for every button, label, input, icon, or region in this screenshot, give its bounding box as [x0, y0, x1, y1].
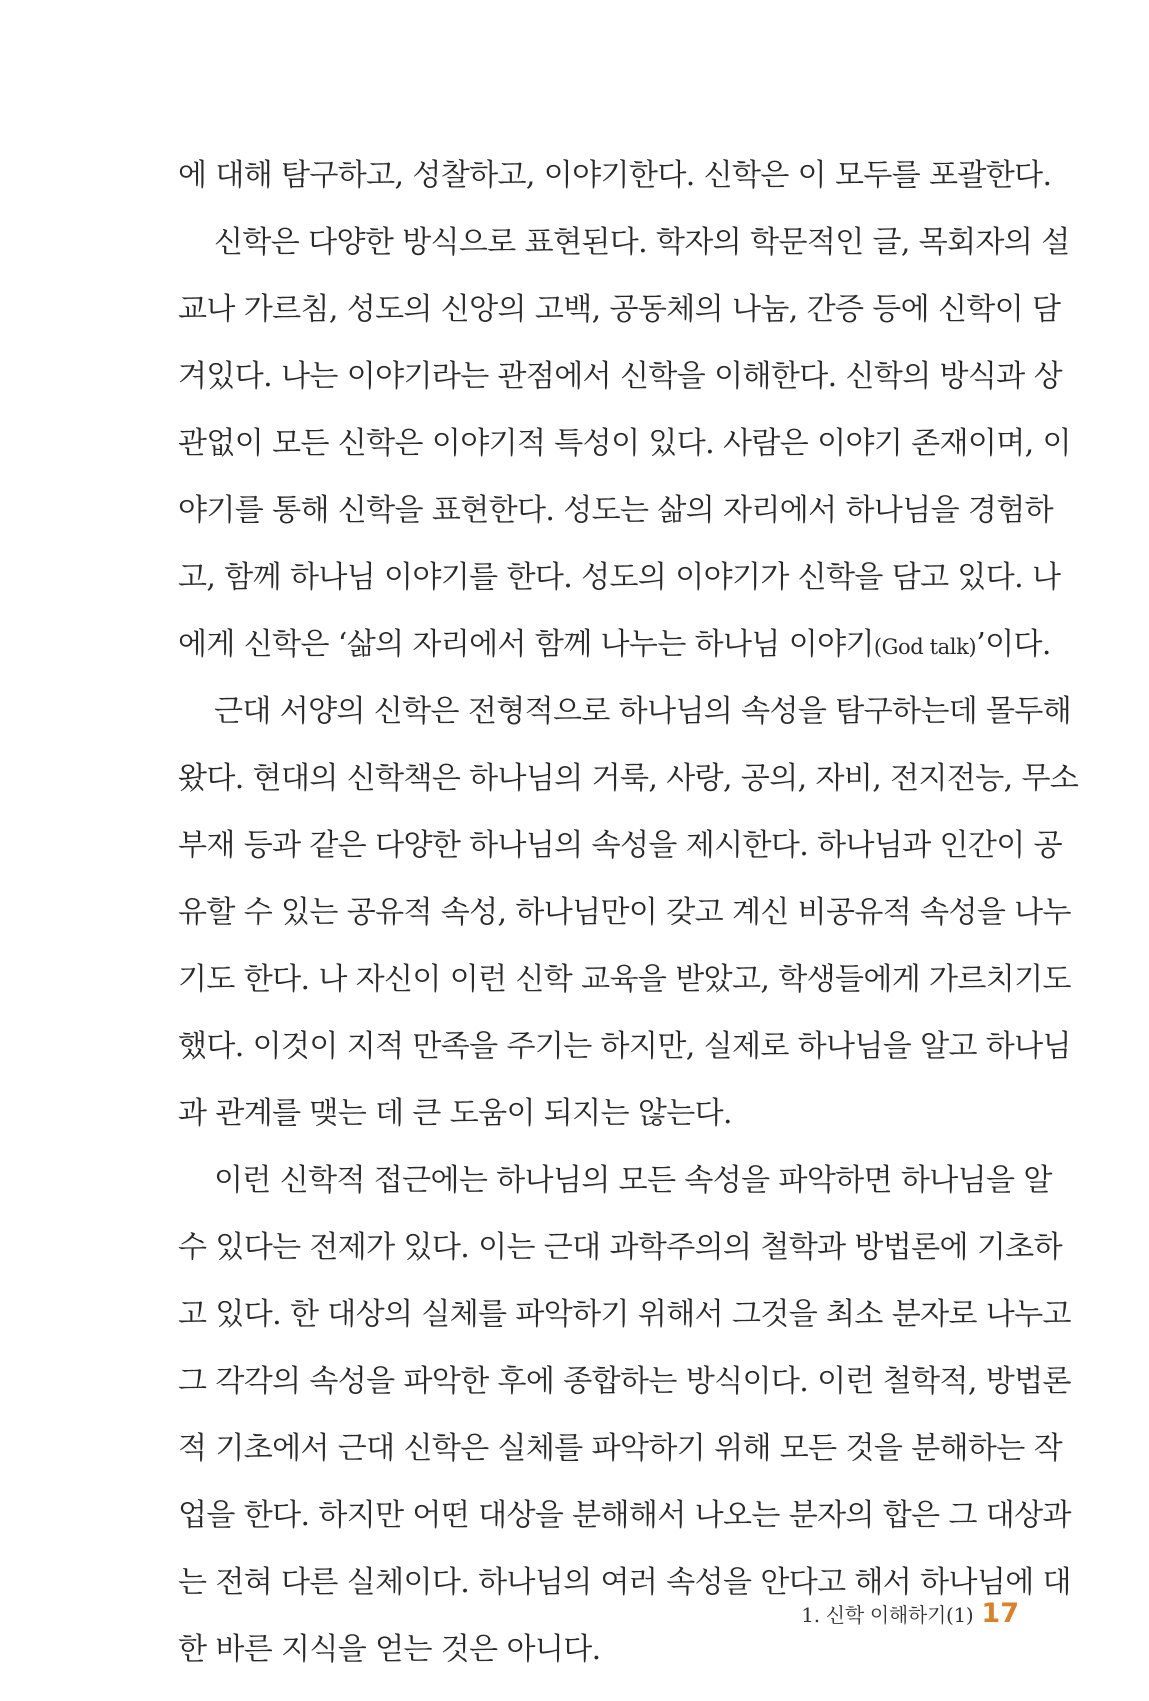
text-line: 왔다. 현대의 신학책은 하나님의 거룩, 사랑, 공의, 자비, 전지전능, 무소: [178, 761, 1079, 796]
text-line: 이런 신학적 접근에는 하나님의 모든 속성을 파악하면 하나님을 알: [214, 1163, 1052, 1198]
text-line: 신학은 다양한 방식으로 표현된다. 학자의 학문적인 글, 목회자의 설: [214, 225, 1070, 260]
text-line: 는 전혀 다른 실체이다. 하나님의 여러 속성을 안다고 해서 하나님에 대: [178, 1565, 1071, 1600]
text-segment: 에게 신학은 ‘삶의 자리에서 함께 나누는 하나님 이야기: [178, 627, 874, 662]
page-footer: [801, 1598, 1019, 1629]
text-line: 고, 함께 하나님 이야기를 한다. 성도의 이야기가 신학을 담고 있다. 나: [178, 560, 1061, 595]
text-segment: ’이다.: [976, 627, 1051, 662]
text-line: 야기를 통해 신학을 표현한다. 성도는 삶의 자리에서 하나님을 경험하: [178, 493, 1054, 528]
text-line: 근대 서양의 신학은 전형적으로 하나님의 속성을 탐구하는데 몰두해: [214, 694, 1072, 729]
text-line: 관없이 모든 신학은 이야기적 특성이 있다. 사람은 이야기 존재이며, 이: [178, 426, 1071, 461]
page-number: 17: [981, 1598, 1019, 1629]
text-line: [178, 611, 1051, 678]
text-line: 부재 등과 같은 다양한 하나님의 속성을 제시한다. 하나님과 인간이 공: [178, 828, 1063, 863]
body-text: [178, 142, 1079, 1683]
english-gloss: (God talk): [873, 635, 977, 659]
text-line: 적 기초에서 근대 신학은 실체를 파악하기 위해 모든 것을 분해하는 작: [178, 1431, 1063, 1466]
text-line: 그 각각의 속성을 파악한 후에 종합하는 방식이다. 이런 철학적, 방법론: [178, 1364, 1071, 1399]
text-line: 교나 가르침, 성도의 신앙의 고백, 공동체의 나눔, 간증 등에 신학이 담: [178, 292, 1061, 327]
text-line: 한 바른 지식을 얻는 것은 아니다.: [178, 1632, 601, 1667]
running-footer-section: 1. 신학 이해하기(1): [801, 1603, 974, 1627]
text-line: 업을 한다. 하지만 어떤 대상을 분해해서 나오는 분자의 합은 그 대상과: [178, 1498, 1071, 1533]
text-line: 기도 한다. 나 자신이 이런 신학 교육을 받았고, 학생들에게 가르치기도: [178, 962, 1071, 997]
text-line: 유할 수 있는 공유적 속성, 하나님만이 갖고 계신 비공유적 속성을 나누: [178, 895, 1071, 930]
text-line: 과 관계를 맺는 데 큰 도움이 되지는 않는다.: [178, 1096, 732, 1131]
text-line: 고 있다. 한 대상의 실체를 파악하기 위해서 그것을 최소 분자로 나누고: [178, 1297, 1071, 1332]
text-line: 겨있다. 나는 이야기라는 관점에서 신학을 이해한다. 신학의 방식과 상: [178, 359, 1063, 394]
text-line: 에 대해 탐구하고, 성찰하고, 이야기한다. 신학은 이 모두를 포괄한다.: [178, 158, 1052, 193]
text-line: 했다. 이것이 지적 만족을 주기는 하지만, 실제로 하나님을 알고 하나님: [178, 1029, 1071, 1064]
text-line: 수 있다는 전제가 있다. 이는 근대 과학주의의 철학과 방법론에 기초하: [178, 1230, 1063, 1265]
